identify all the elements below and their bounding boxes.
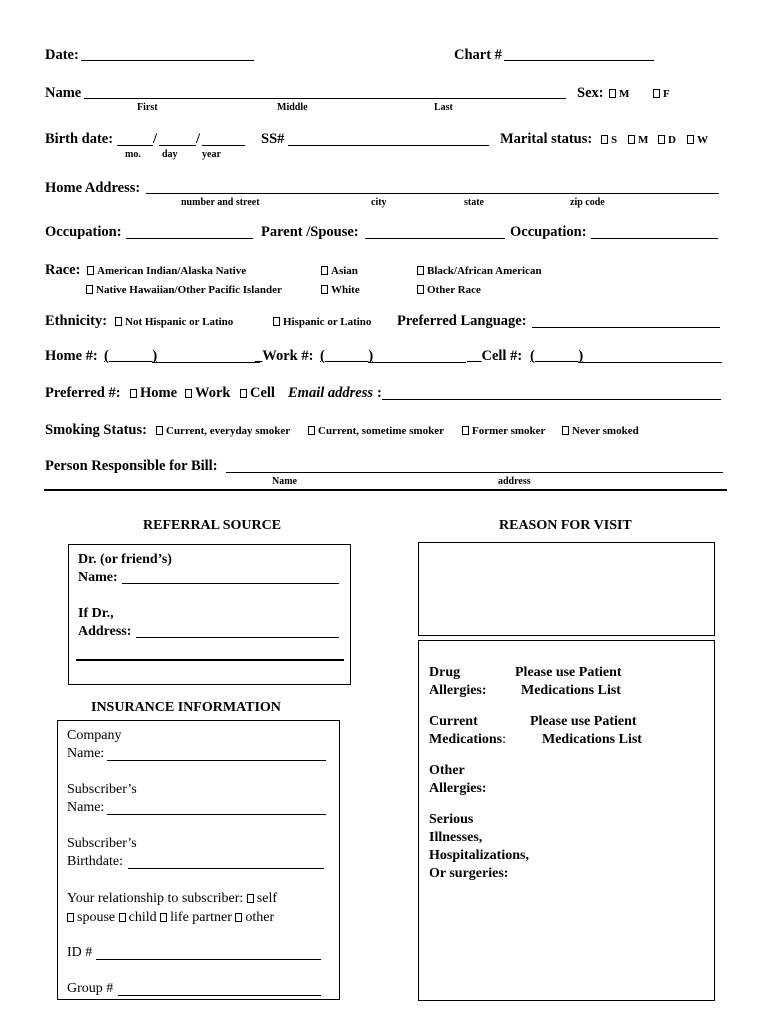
relationship-partner-option[interactable]: life partner <box>160 910 232 925</box>
race-option-american-indian[interactable]: American Indian/Alaska Native <box>87 265 246 277</box>
cell-phone-label: __Cell #: <box>467 348 523 364</box>
spouse-occupation-field[interactable] <box>591 238 718 239</box>
referral-address-label: Address: <box>78 624 132 639</box>
relationship-self-option[interactable]: self <box>247 891 277 906</box>
birth-date-label: Birth date: <box>45 131 114 147</box>
checkbox-icon[interactable] <box>119 913 126 922</box>
chart-label: Chart # <box>454 47 502 63</box>
race-option-other[interactable]: Other Race <box>417 284 481 296</box>
email-field[interactable] <box>382 399 721 400</box>
bill-responsible-field[interactable] <box>226 472 723 473</box>
work-phone-label: _Work #: <box>255 348 314 364</box>
insurance-information-box <box>57 720 340 1000</box>
parent-spouse-label: Parent /Spouse: <box>261 224 359 240</box>
relationship-other-option[interactable]: other <box>235 910 274 925</box>
referral-address-field[interactable] <box>136 637 339 638</box>
insurance-information-heading: INSURANCE INFORMATION <box>91 700 281 715</box>
group-number-field[interactable] <box>118 995 321 996</box>
other-allergies-label-1: Other <box>429 763 465 778</box>
current-medications-label-2: Medications: <box>429 732 506 747</box>
preferred-language-label: Preferred Language: <box>397 313 527 329</box>
birth-slash-2: / <box>196 131 201 147</box>
current-medications-note-2: Medications List <box>542 732 642 747</box>
name-field[interactable] <box>84 98 566 99</box>
birth-sub-day: day <box>162 149 178 160</box>
relationship-row-2 <box>67 910 274 926</box>
drug-allergies-note-1: Please use Patient <box>515 665 622 680</box>
section-divider <box>44 489 727 491</box>
serious-illnesses-label-4: Or surgeries: <box>429 866 509 881</box>
subscriber-birthdate-field[interactable] <box>128 868 324 869</box>
work-phone-field[interactable] <box>368 362 466 363</box>
reason-for-visit-heading: REASON FOR VISIT <box>499 518 632 533</box>
serious-illnesses-label-2: Illnesses, <box>429 830 483 845</box>
checkbox-icon[interactable] <box>462 426 469 435</box>
checkbox-icon[interactable] <box>658 135 665 144</box>
checkbox-icon[interactable] <box>185 389 192 398</box>
home-address-label: Home Address: <box>45 180 141 196</box>
relationship-child-option[interactable]: child <box>119 910 157 925</box>
ethnicity-option-hispanic[interactable]: Hispanic or Latino <box>273 316 371 328</box>
group-number-label: Group # <box>67 981 114 996</box>
name-sub-first: First <box>137 102 158 113</box>
address-sub-city: city <box>371 197 387 208</box>
current-medications-note-1: Please use Patient <box>530 714 637 729</box>
name-sub-middle: Middle <box>277 102 308 113</box>
marital-w-option[interactable]: W <box>687 134 708 146</box>
birth-sub-year: year <box>202 149 221 160</box>
date-field[interactable] <box>81 60 254 61</box>
marital-d-option[interactable]: D <box>658 134 676 146</box>
marital-s-option[interactable]: S <box>601 134 617 146</box>
sex-label: Sex: <box>577 85 604 101</box>
home-phone-field[interactable] <box>152 362 260 363</box>
home-phone-area-code[interactable]: (______) <box>104 348 158 364</box>
referral-source-box <box>68 544 351 685</box>
checkbox-icon[interactable] <box>273 317 280 326</box>
address-sub-zip: zip code <box>570 197 605 208</box>
spouse-occupation-label: Occupation: <box>510 224 587 240</box>
address-sub-state: state <box>464 197 484 208</box>
sex-m-option[interactable]: M <box>609 88 629 100</box>
bill-responsible-label: Person Responsible for Bill: <box>45 458 218 474</box>
home-address-field[interactable] <box>146 193 719 194</box>
smoking-status-label: Smoking Status: <box>45 422 147 438</box>
id-number-label: ID # <box>67 945 93 960</box>
ss-label: SS# <box>261 131 285 147</box>
bill-sub-address: address <box>498 476 531 487</box>
checkbox-icon[interactable] <box>417 266 424 275</box>
smoking-option-sometime[interactable]: Current, sometime smoker <box>308 425 444 437</box>
subscriber-birthdate-label-1: Subscriber’s <box>67 836 137 851</box>
company-label-1: Company <box>67 728 122 743</box>
birth-month-field[interactable] <box>117 145 153 146</box>
bill-sub-name: Name <box>272 476 297 487</box>
race-option-black[interactable]: Black/African American <box>417 265 542 277</box>
referral-name-label: Name: <box>78 570 118 585</box>
checkbox-icon[interactable] <box>156 426 163 435</box>
name-sub-last: Last <box>434 102 453 113</box>
referral-name-field[interactable] <box>122 583 339 584</box>
birth-slash-1: / <box>153 131 158 147</box>
work-phone-area-code[interactable]: (______) <box>320 348 374 364</box>
referral-address-line-2[interactable] <box>76 659 344 661</box>
subscriber-name-label-1: Subscriber’s <box>67 782 137 797</box>
checkbox-icon[interactable] <box>321 266 328 275</box>
checkbox-icon[interactable] <box>130 389 137 398</box>
preferred-work-option[interactable]: Work <box>185 385 230 402</box>
occupation-field[interactable] <box>126 238 253 239</box>
ethnicity-option-not-hispanic[interactable]: Not Hispanic or Latino <box>115 316 233 328</box>
serious-illnesses-label-3: Hospitalizations, <box>429 848 529 863</box>
checkbox-icon[interactable] <box>653 89 660 98</box>
drug-allergies-label-2: Allergies: <box>429 683 487 698</box>
relationship-spouse-option[interactable]: spouse <box>67 910 115 925</box>
race-option-white[interactable]: White <box>321 284 360 296</box>
cell-phone-field[interactable] <box>578 362 722 363</box>
ethnicity-label: Ethnicity: <box>45 313 108 329</box>
marital-status-label: Marital status: <box>500 131 593 147</box>
referral-if-dr-label: If Dr., <box>78 606 114 621</box>
referral-source-heading: REFERRAL SOURCE <box>143 518 282 533</box>
checkbox-icon[interactable] <box>115 317 122 326</box>
email-colon: : <box>377 385 382 401</box>
birth-day-field[interactable] <box>159 145 196 146</box>
company-name-field[interactable] <box>107 760 326 761</box>
checkbox-icon[interactable] <box>235 913 242 922</box>
chart-number-field[interactable] <box>504 60 654 61</box>
checkbox-icon[interactable] <box>240 389 247 398</box>
drug-allergies-note-2: Medications List <box>521 683 621 698</box>
preferred-number-label: Preferred #: <box>45 385 121 401</box>
occupation-label: Occupation: <box>45 224 122 240</box>
referral-dr-label: Dr. (or friend’s) <box>78 552 172 567</box>
ss-field[interactable] <box>288 145 489 146</box>
checkbox-icon[interactable] <box>687 135 694 144</box>
other-allergies-label-2: Allergies: <box>429 781 487 796</box>
checkbox-icon[interactable] <box>160 913 167 922</box>
checkbox-icon[interactable] <box>308 426 315 435</box>
checkbox-icon[interactable] <box>321 285 328 294</box>
parent-spouse-field[interactable] <box>365 238 505 239</box>
relationship-row: Your relationship to subscriber: self <box>67 891 278 906</box>
checkbox-icon[interactable] <box>67 913 74 922</box>
checkbox-icon[interactable] <box>417 285 424 294</box>
cell-phone-area-code[interactable]: (______) <box>530 348 584 364</box>
checkbox-icon[interactable] <box>87 266 94 275</box>
subscriber-birthdate-label-2: Birthdate: <box>67 854 123 869</box>
birth-sub-month: mo. <box>125 149 141 160</box>
preferred-home-option[interactable]: Home <box>130 385 177 402</box>
name-label: Name <box>45 85 82 101</box>
race-label: Race: <box>45 262 81 278</box>
reason-for-visit-box[interactable] <box>418 542 715 636</box>
race-option-native-hawaiian[interactable]: Native Hawaiian/Other Pacific Islander <box>86 284 282 296</box>
smoking-option-never[interactable]: Never smoked <box>562 425 639 437</box>
drug-allergies-label-1: Drug <box>429 665 461 680</box>
subscriber-name-field[interactable] <box>107 814 326 815</box>
checkbox-icon[interactable] <box>601 135 608 144</box>
date-label: Date: <box>45 47 79 63</box>
race-option-asian[interactable]: Asian <box>321 265 358 277</box>
checkbox-icon[interactable] <box>86 285 93 294</box>
preferred-language-field[interactable] <box>532 327 720 328</box>
checkbox-icon[interactable] <box>562 426 569 435</box>
serious-illnesses-label-1: Serious <box>429 812 474 827</box>
home-phone-label: Home #: <box>45 348 98 364</box>
checkbox-icon[interactable] <box>609 89 616 98</box>
address-sub-street: number and street <box>181 197 260 208</box>
current-medications-label-1: Current <box>429 714 478 729</box>
smoking-option-everyday[interactable]: Current, everyday smoker <box>156 425 290 437</box>
birth-year-field[interactable] <box>202 145 245 146</box>
sex-f-option[interactable]: F <box>653 88 670 100</box>
subscriber-name-label-2: Name: <box>67 800 105 815</box>
email-label: Email address <box>288 385 373 401</box>
checkbox-icon[interactable] <box>247 894 254 903</box>
marital-m-option[interactable]: M <box>628 134 648 146</box>
id-number-field[interactable] <box>96 959 321 960</box>
company-label-2: Name: <box>67 746 105 761</box>
smoking-option-former[interactable]: Former smoker <box>462 425 545 437</box>
checkbox-icon[interactable] <box>628 135 635 144</box>
medical-history-box <box>418 640 715 1001</box>
preferred-cell-option[interactable]: Cell <box>240 385 275 402</box>
